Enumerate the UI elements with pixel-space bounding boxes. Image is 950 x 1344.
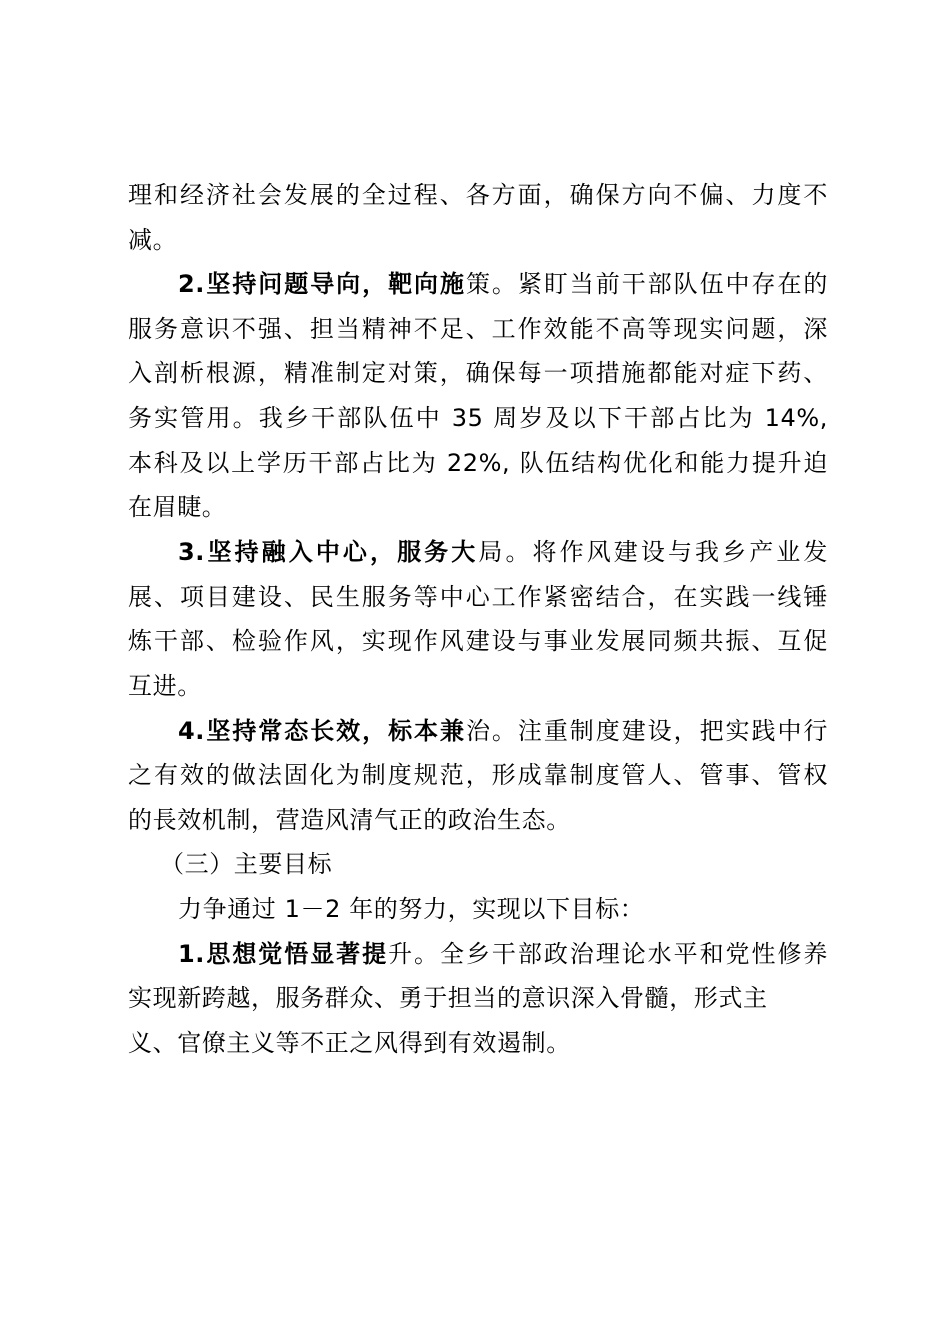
paragraph-line: 减。 xyxy=(128,226,178,254)
heading-rest-text: 局。将作风建设与我乡产业发 xyxy=(478,538,828,566)
goal-heading-1 xyxy=(178,938,828,970)
heading-bold-text: 1.思想觉悟显著提 xyxy=(178,940,389,968)
heading-bold-text: 3.坚持融入中心，服务大 xyxy=(178,538,479,566)
heading-rest-text: 升。全乡干部政治理论水平和党性修养 xyxy=(388,940,828,968)
paragraph-line: 实现新跨越，服务群众、勇于担当的意识深入骨髓，形式主 xyxy=(128,984,768,1012)
paragraph-line: 义、官僚主义等不正之风得到有效遏制。 xyxy=(128,1029,571,1057)
paragraph-line: 炼干部、检验作风，实现作风建设与事业发展同频共振、互促 xyxy=(128,627,828,655)
paragraph-line: 展、项目建设、民生服务等中心工作紧密结合，在实践一线锤 xyxy=(128,583,828,611)
heading-bold-text: 2.坚持问题导向，靶向施 xyxy=(178,270,466,298)
section-heading-3 xyxy=(178,536,828,568)
paragraph-line: 务实管用。我乡干部队伍中 35 周岁及以下干部占比为 14%, xyxy=(128,404,828,432)
subsection-title: （三）主要目标 xyxy=(160,850,333,878)
paragraph-line: 的長效机制，营造风清气正的政治生态。 xyxy=(128,806,571,834)
paragraph-line: 力争通过 1－2 年的努力，实现以下目标： xyxy=(178,895,645,923)
section-heading-2 xyxy=(178,268,828,300)
section-heading-4 xyxy=(178,715,828,747)
paragraph-line: 在眉睫。 xyxy=(128,493,227,521)
paragraph-line: 本科及以上学历干部占比为 22%, 队伍结构优化和能力提升迫 xyxy=(128,449,828,477)
paragraph-line: 互进。 xyxy=(128,672,202,700)
paragraph-line: 服务意识不强、担当精神不足、工作效能不高等现实问题，深 xyxy=(128,315,828,343)
heading-bold-text: 4.坚持常态长效，标本兼 xyxy=(178,717,466,745)
heading-rest-text: 治。注重制度建设，把实践中行 xyxy=(465,717,828,745)
paragraph-line: 之有效的做法固化为制度规范，形成靠制度管人、管事、管权 xyxy=(128,761,828,789)
heading-rest-text: 策。紧盯当前干部队伍中存在的 xyxy=(465,270,828,298)
paragraph-line: 理和经济社会发展的全过程、各方面，确保方向不偏、力度不 xyxy=(128,181,828,209)
paragraph-line: 入剖析根源，精准制定对策，确保每一项措施都能对症下药、 xyxy=(128,359,828,387)
